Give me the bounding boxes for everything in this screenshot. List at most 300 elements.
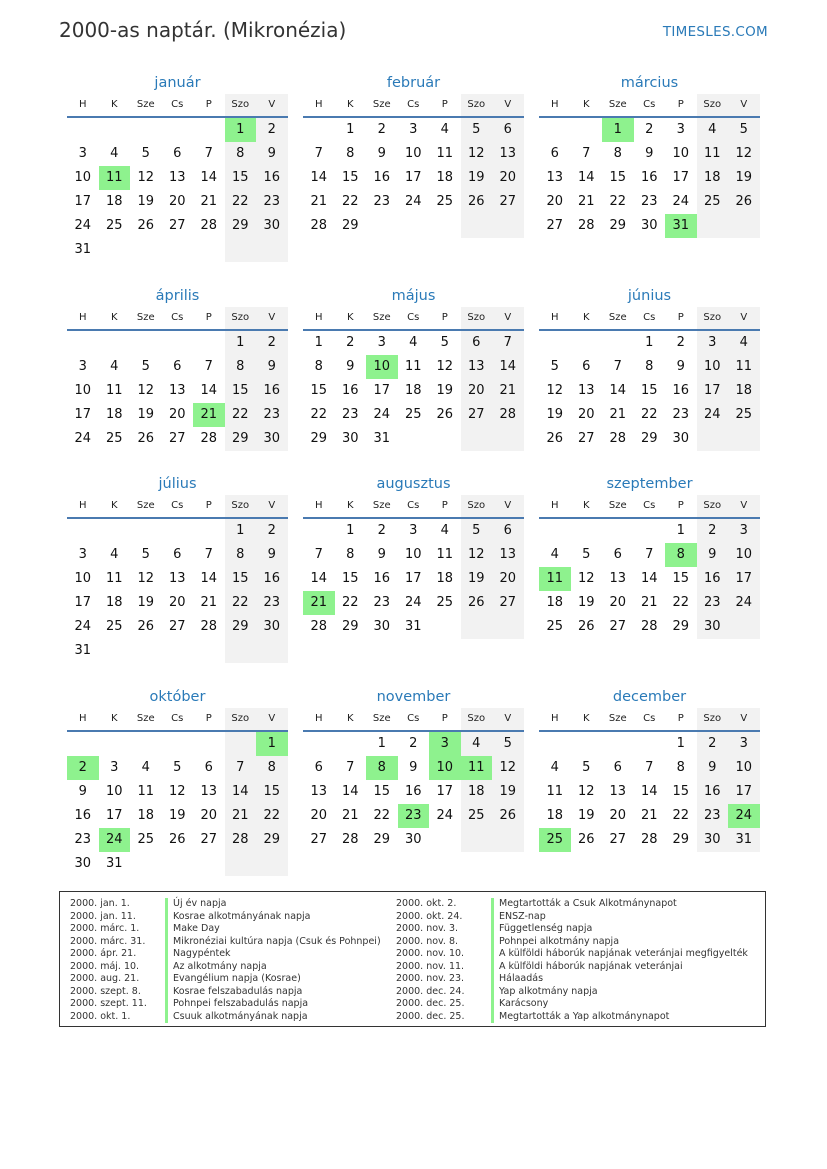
day[interactable]: 7 [314, 146, 323, 161]
holiday-day[interactable]: 10 [429, 756, 461, 780]
day[interactable]: 25 [404, 407, 422, 422]
day[interactable]: 25 [105, 218, 123, 233]
day[interactable]: 10 [404, 146, 422, 161]
day[interactable]: 8 [346, 547, 355, 562]
day[interactable]: 15 [640, 383, 658, 398]
day[interactable]: 19 [492, 780, 524, 804]
day[interactable]: 26 [461, 591, 493, 615]
day[interactable]: 29 [225, 427, 257, 451]
day[interactable]: 10 [74, 383, 92, 398]
day[interactable]: 1 [314, 335, 323, 350]
day[interactable]: 9 [676, 359, 685, 374]
day[interactable]: 4 [550, 547, 559, 562]
day[interactable]: 20 [492, 567, 524, 591]
day[interactable]: 3 [728, 519, 760, 543]
day[interactable]: 27 [461, 403, 493, 427]
day[interactable]: 24 [74, 431, 92, 446]
day[interactable]: 23 [256, 403, 288, 427]
day[interactable]: 14 [200, 571, 218, 586]
day[interactable]: 18 [105, 194, 123, 209]
day[interactable]: 19 [137, 407, 155, 422]
day[interactable]: 16 [697, 780, 729, 804]
day[interactable]: 5 [440, 335, 449, 350]
day[interactable]: 28 [310, 619, 328, 634]
day[interactable]: 20 [168, 595, 186, 610]
day[interactable]: 21 [609, 407, 627, 422]
day[interactable]: 22 [373, 808, 391, 823]
day[interactable]: 24 [404, 595, 422, 610]
day[interactable]: 28 [640, 832, 658, 847]
day[interactable]: 14 [640, 571, 658, 586]
day[interactable]: 1 [346, 122, 355, 137]
day[interactable]: 31 [404, 619, 422, 634]
day[interactable]: 24 [373, 407, 391, 422]
day[interactable]: 24 [404, 194, 422, 209]
day[interactable]: 20 [609, 808, 627, 823]
day[interactable]: 23 [341, 407, 359, 422]
day[interactable]: 28 [200, 218, 218, 233]
day[interactable]: 2 [256, 519, 288, 543]
day[interactable]: 23 [373, 595, 391, 610]
day[interactable]: 30 [697, 615, 729, 639]
day[interactable]: 19 [137, 595, 155, 610]
day[interactable]: 2 [697, 519, 729, 543]
day[interactable]: 8 [225, 355, 257, 379]
day[interactable]: 6 [613, 760, 622, 775]
day[interactable]: 12 [137, 170, 155, 185]
day[interactable]: 25 [461, 804, 493, 828]
day[interactable]: 16 [640, 170, 658, 185]
holiday-day[interactable]: 11 [99, 166, 131, 190]
day[interactable]: 14 [310, 571, 328, 586]
day[interactable]: 6 [173, 547, 182, 562]
day[interactable]: 24 [672, 194, 690, 209]
day[interactable]: 7 [314, 547, 323, 562]
day[interactable]: 27 [577, 431, 595, 446]
day[interactable]: 27 [609, 619, 627, 634]
day[interactable]: 1 [225, 519, 257, 543]
day[interactable]: 12 [137, 571, 155, 586]
day[interactable]: 11 [137, 784, 155, 799]
day[interactable]: 16 [373, 170, 391, 185]
day[interactable]: 29 [256, 828, 288, 852]
day[interactable]: 20 [310, 808, 328, 823]
day[interactable]: 10 [672, 146, 690, 161]
day[interactable]: 30 [256, 427, 288, 451]
day[interactable]: 23 [697, 591, 729, 615]
day[interactable]: 28 [341, 832, 359, 847]
day[interactable]: 7 [645, 547, 654, 562]
day[interactable]: 26 [728, 190, 760, 214]
day[interactable]: 7 [204, 359, 213, 374]
day[interactable]: 12 [436, 359, 454, 374]
day[interactable]: 31 [105, 856, 123, 871]
day[interactable]: 11 [697, 142, 729, 166]
holiday-day[interactable]: 31 [665, 214, 697, 238]
day[interactable]: 31 [74, 242, 92, 257]
day[interactable]: 25 [697, 190, 729, 214]
day[interactable]: 22 [672, 808, 690, 823]
day[interactable]: 14 [200, 170, 218, 185]
day[interactable]: 8 [676, 760, 685, 775]
day[interactable]: 30 [672, 431, 690, 446]
holiday-day[interactable]: 24 [728, 804, 760, 828]
day[interactable]: 17 [74, 194, 92, 209]
day[interactable]: 17 [105, 808, 123, 823]
day[interactable]: 26 [577, 832, 595, 847]
day[interactable]: 24 [74, 619, 92, 634]
day[interactable]: 5 [582, 547, 591, 562]
day[interactable]: 6 [173, 146, 182, 161]
day[interactable]: 13 [168, 170, 186, 185]
day[interactable]: 8 [314, 359, 323, 374]
day[interactable]: 5 [582, 760, 591, 775]
day[interactable]: 14 [640, 784, 658, 799]
day[interactable]: 5 [461, 118, 493, 142]
day[interactable]: 2 [377, 523, 386, 538]
day[interactable]: 9 [697, 543, 729, 567]
day[interactable]: 6 [173, 359, 182, 374]
day[interactable]: 20 [609, 595, 627, 610]
day[interactable]: 29 [640, 431, 658, 446]
day[interactable]: 23 [373, 194, 391, 209]
day[interactable]: 1 [645, 335, 654, 350]
holiday-day[interactable]: 11 [461, 756, 493, 780]
day[interactable]: 16 [341, 383, 359, 398]
day[interactable]: 3 [78, 359, 87, 374]
day[interactable]: 12 [461, 543, 493, 567]
day[interactable]: 25 [436, 595, 454, 610]
day[interactable]: 21 [492, 379, 524, 403]
day[interactable]: 9 [256, 355, 288, 379]
day[interactable]: 21 [200, 595, 218, 610]
holiday-day[interactable]: 1 [602, 118, 634, 142]
day[interactable]: 9 [78, 784, 87, 799]
day[interactable]: 9 [256, 142, 288, 166]
day[interactable]: 24 [74, 218, 92, 233]
day[interactable]: 29 [672, 832, 690, 847]
day[interactable]: 19 [546, 407, 564, 422]
day[interactable]: 21 [200, 194, 218, 209]
day[interactable]: 29 [373, 832, 391, 847]
day[interactable]: 12 [577, 571, 595, 586]
day[interactable]: 12 [546, 383, 564, 398]
day[interactable]: 7 [204, 547, 213, 562]
day[interactable]: 18 [137, 808, 155, 823]
day[interactable]: 19 [461, 166, 493, 190]
day[interactable]: 17 [74, 595, 92, 610]
day[interactable]: 8 [613, 146, 622, 161]
day[interactable]: 16 [373, 571, 391, 586]
day[interactable]: 29 [310, 431, 328, 446]
day[interactable]: 31 [373, 431, 391, 446]
day[interactable]: 13 [609, 784, 627, 799]
day[interactable]: 14 [310, 170, 328, 185]
day[interactable]: 18 [728, 379, 760, 403]
day[interactable]: 13 [609, 571, 627, 586]
holiday-day[interactable]: 10 [366, 355, 398, 379]
day[interactable]: 21 [577, 194, 595, 209]
day[interactable]: 18 [461, 780, 493, 804]
day[interactable]: 15 [310, 383, 328, 398]
day[interactable]: 13 [461, 355, 493, 379]
day[interactable]: 18 [404, 383, 422, 398]
day[interactable]: 3 [78, 146, 87, 161]
day[interactable]: 12 [137, 383, 155, 398]
day[interactable]: 9 [256, 543, 288, 567]
day[interactable]: 5 [141, 547, 150, 562]
day[interactable]: 4 [110, 146, 119, 161]
day[interactable]: 21 [225, 804, 257, 828]
day[interactable]: 9 [377, 547, 386, 562]
day[interactable]: 16 [256, 166, 288, 190]
holiday-day[interactable]: 1 [256, 732, 288, 756]
day[interactable]: 27 [609, 832, 627, 847]
day[interactable]: 17 [436, 784, 454, 799]
day[interactable]: 17 [728, 567, 760, 591]
day[interactable]: 22 [225, 591, 257, 615]
holiday-day[interactable]: 21 [193, 403, 225, 427]
day[interactable]: 24 [728, 591, 760, 615]
day[interactable]: 11 [105, 571, 123, 586]
day[interactable]: 29 [341, 218, 359, 233]
day[interactable]: 16 [256, 379, 288, 403]
day[interactable]: 4 [141, 760, 150, 775]
day[interactable]: 29 [225, 615, 257, 639]
day[interactable]: 11 [436, 146, 454, 161]
day[interactable]: 31 [728, 828, 760, 852]
day[interactable]: 4 [440, 523, 449, 538]
day[interactable]: 25 [105, 431, 123, 446]
day[interactable]: 28 [200, 619, 218, 634]
day[interactable]: 12 [577, 784, 595, 799]
day[interactable]: 3 [728, 732, 760, 756]
day[interactable]: 23 [672, 407, 690, 422]
day[interactable]: 20 [168, 407, 186, 422]
day[interactable]: 3 [676, 122, 685, 137]
day[interactable]: 24 [697, 403, 729, 427]
day[interactable]: 1 [346, 523, 355, 538]
day[interactable]: 8 [346, 146, 355, 161]
day[interactable]: 19 [728, 166, 760, 190]
day[interactable]: 25 [137, 832, 155, 847]
day[interactable]: 6 [582, 359, 591, 374]
day[interactable]: 28 [492, 403, 524, 427]
day[interactable]: 5 [141, 359, 150, 374]
day[interactable]: 25 [436, 194, 454, 209]
holiday-day[interactable]: 3 [429, 732, 461, 756]
day[interactable]: 1 [225, 331, 257, 355]
day[interactable]: 13 [492, 142, 524, 166]
day[interactable]: 16 [74, 808, 92, 823]
day[interactable]: 3 [409, 523, 418, 538]
day[interactable]: 20 [546, 194, 564, 209]
day[interactable]: 7 [645, 760, 654, 775]
day[interactable]: 15 [225, 166, 257, 190]
day[interactable]: 3 [110, 760, 119, 775]
day[interactable]: 20 [492, 166, 524, 190]
day[interactable]: 7 [613, 359, 622, 374]
day[interactable]: 7 [346, 760, 355, 775]
day[interactable]: 18 [436, 170, 454, 185]
day[interactable]: 18 [105, 595, 123, 610]
day[interactable]: 22 [672, 595, 690, 610]
day[interactable]: 30 [697, 828, 729, 852]
day[interactable]: 13 [310, 784, 328, 799]
day[interactable]: 5 [141, 146, 150, 161]
day[interactable]: 15 [373, 784, 391, 799]
day[interactable]: 3 [697, 331, 729, 355]
day[interactable]: 29 [609, 218, 627, 233]
day[interactable]: 17 [373, 383, 391, 398]
day[interactable]: 10 [728, 543, 760, 567]
day[interactable]: 11 [436, 547, 454, 562]
day[interactable]: 14 [341, 784, 359, 799]
day[interactable]: 28 [310, 218, 328, 233]
day[interactable]: 13 [577, 383, 595, 398]
day[interactable]: 26 [137, 218, 155, 233]
day[interactable]: 9 [377, 146, 386, 161]
day[interactable]: 26 [461, 190, 493, 214]
day[interactable]: 2 [256, 118, 288, 142]
day[interactable]: 7 [492, 331, 524, 355]
day[interactable]: 15 [256, 780, 288, 804]
day[interactable]: 5 [173, 760, 182, 775]
day[interactable]: 23 [74, 832, 92, 847]
day[interactable]: 28 [609, 431, 627, 446]
day[interactable]: 15 [341, 571, 359, 586]
day[interactable]: 13 [546, 170, 564, 185]
day[interactable]: 19 [577, 595, 595, 610]
day[interactable]: 3 [409, 122, 418, 137]
day[interactable]: 7 [204, 146, 213, 161]
holiday-day[interactable]: 11 [539, 567, 571, 591]
day[interactable]: 26 [168, 832, 186, 847]
day[interactable]: 26 [137, 619, 155, 634]
day[interactable]: 22 [341, 595, 359, 610]
day[interactable]: 10 [404, 547, 422, 562]
day[interactable]: 2 [697, 732, 729, 756]
day[interactable]: 14 [577, 170, 595, 185]
day[interactable]: 28 [225, 828, 257, 852]
day[interactable]: 1 [377, 736, 386, 751]
day[interactable]: 4 [110, 359, 119, 374]
day[interactable]: 18 [546, 595, 564, 610]
day[interactable]: 29 [341, 619, 359, 634]
day[interactable]: 2 [676, 335, 685, 350]
day[interactable]: 21 [640, 808, 658, 823]
day[interactable]: 19 [461, 567, 493, 591]
day[interactable]: 7 [582, 146, 591, 161]
holiday-day[interactable]: 24 [99, 828, 131, 852]
day[interactable]: 11 [546, 784, 564, 799]
day[interactable]: 4 [461, 732, 493, 756]
holiday-day[interactable]: 1 [225, 118, 257, 142]
day[interactable]: 1 [676, 523, 685, 538]
day[interactable]: 17 [728, 780, 760, 804]
holiday-day[interactable]: 25 [539, 828, 571, 852]
day[interactable]: 29 [672, 619, 690, 634]
day[interactable]: 14 [609, 383, 627, 398]
day[interactable]: 21 [341, 808, 359, 823]
day[interactable]: 11 [728, 355, 760, 379]
day[interactable]: 27 [492, 190, 524, 214]
holiday-day[interactable]: 2 [67, 756, 99, 780]
day[interactable]: 10 [728, 756, 760, 780]
day[interactable]: 4 [550, 760, 559, 775]
day[interactable]: 6 [550, 146, 559, 161]
day[interactable]: 19 [577, 808, 595, 823]
day[interactable]: 14 [492, 355, 524, 379]
day[interactable]: 23 [256, 190, 288, 214]
day[interactable]: 26 [137, 431, 155, 446]
day[interactable]: 20 [200, 808, 218, 823]
day[interactable]: 17 [404, 571, 422, 586]
day[interactable]: 31 [74, 643, 92, 658]
day[interactable]: 28 [577, 218, 595, 233]
day[interactable]: 30 [256, 214, 288, 238]
day[interactable]: 9 [409, 760, 418, 775]
day[interactable]: 10 [74, 571, 92, 586]
day[interactable]: 16 [672, 383, 690, 398]
day[interactable]: 6 [204, 760, 213, 775]
day[interactable]: 10 [74, 170, 92, 185]
day[interactable]: 16 [697, 567, 729, 591]
day[interactable]: 1 [676, 736, 685, 751]
day[interactable]: 20 [168, 194, 186, 209]
day[interactable]: 25 [728, 403, 760, 427]
day[interactable]: 15 [609, 170, 627, 185]
day[interactable]: 20 [577, 407, 595, 422]
day[interactable]: 6 [461, 331, 493, 355]
day[interactable]: 23 [256, 591, 288, 615]
day[interactable]: 14 [225, 780, 257, 804]
day[interactable]: 2 [409, 736, 418, 751]
day[interactable]: 17 [404, 170, 422, 185]
day[interactable]: 18 [436, 571, 454, 586]
holiday-day[interactable]: 8 [665, 543, 697, 567]
day[interactable]: 3 [78, 547, 87, 562]
day[interactable]: 8 [225, 142, 257, 166]
day[interactable]: 30 [74, 856, 92, 871]
day[interactable]: 6 [314, 760, 323, 775]
brand-link[interactable]: TIMESLES.COM [662, 24, 768, 40]
day[interactable]: 2 [256, 331, 288, 355]
day[interactable]: 6 [492, 519, 524, 543]
day[interactable]: 13 [492, 543, 524, 567]
day[interactable]: 11 [105, 383, 123, 398]
day[interactable]: 8 [645, 359, 654, 374]
day[interactable]: 23 [640, 194, 658, 209]
day[interactable]: 26 [546, 431, 564, 446]
day[interactable]: 4 [440, 122, 449, 137]
day[interactable]: 17 [672, 170, 690, 185]
day[interactable]: 17 [697, 379, 729, 403]
day[interactable]: 26 [492, 804, 524, 828]
day[interactable]: 19 [137, 194, 155, 209]
day[interactable]: 2 [346, 335, 355, 350]
day[interactable]: 13 [200, 784, 218, 799]
day[interactable]: 18 [697, 166, 729, 190]
day[interactable]: 30 [373, 619, 391, 634]
day[interactable]: 15 [672, 784, 690, 799]
day[interactable]: 6 [613, 547, 622, 562]
day[interactable]: 27 [200, 832, 218, 847]
day[interactable]: 25 [546, 619, 564, 634]
day[interactable]: 9 [645, 146, 654, 161]
day[interactable]: 25 [105, 619, 123, 634]
day[interactable]: 27 [168, 619, 186, 634]
